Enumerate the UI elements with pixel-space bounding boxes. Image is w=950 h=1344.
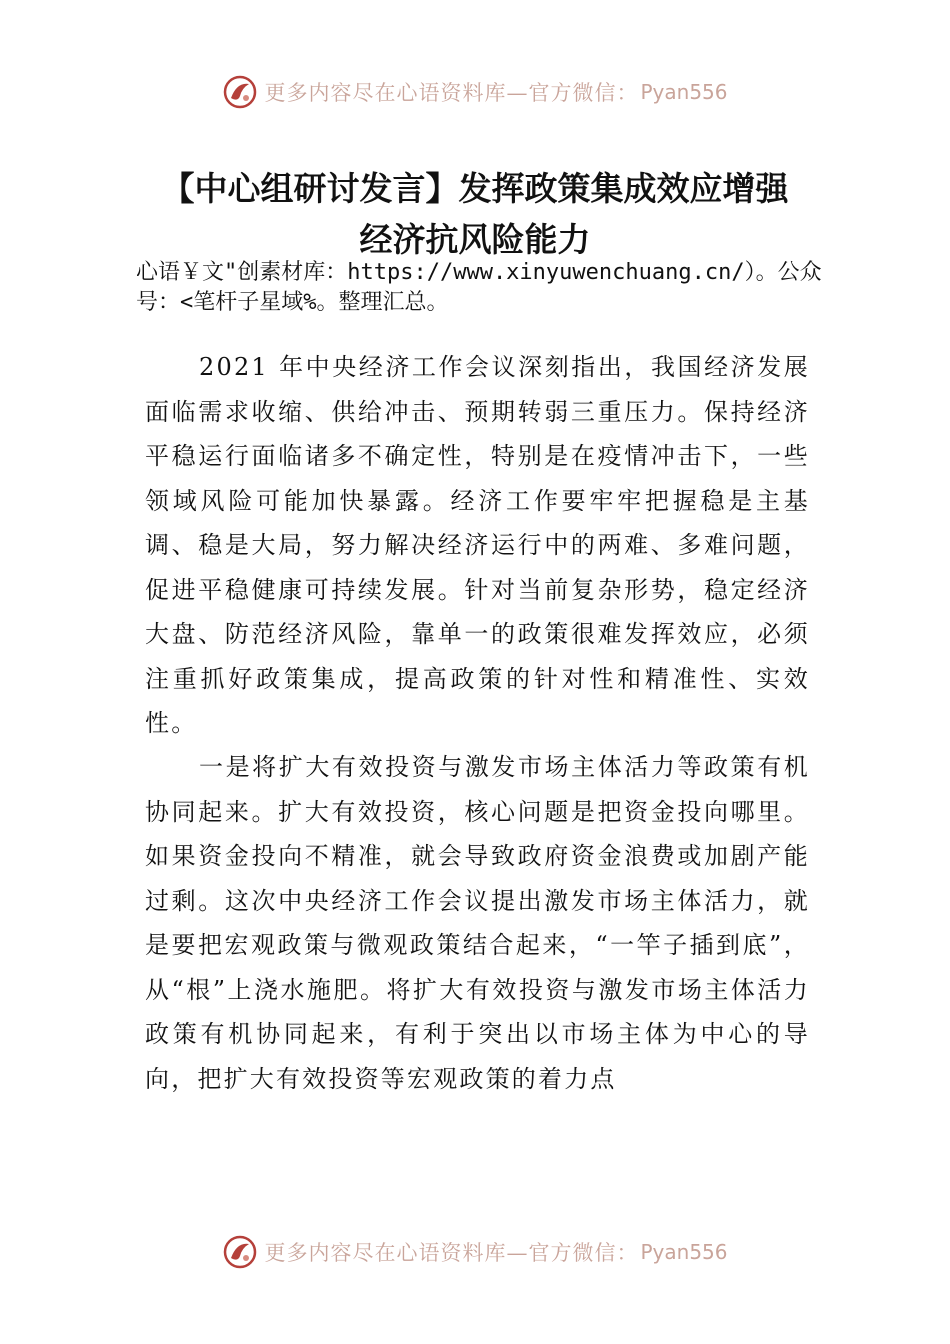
banner-text: 更多内容尽在心语资料库—官方微信： [264,1241,639,1265]
footer-watermark-banner [0,1230,950,1274]
seal-logo-icon [222,74,258,110]
document-title [115,163,835,265]
header-watermark-banner [0,70,950,114]
seal-logo-icon [222,1234,258,1270]
banner-text: 更多内容尽在心语资料库—官方微信： [264,81,639,105]
title-line-1: 【中心组研讨发言】发挥政策集成效应增强 [161,169,789,208]
banner-wechat-id: Pyan556 [640,80,728,104]
body-paragraph-2: 一是将扩大有效投资与激发市场主体活力等政策有机协同起来。扩大有效投资，核心问题是把资金投向哪里。如果资金投向不精准，就会导致政府资金浪费或加剧产能过剩。这次中央经济工作会议提出激发市场主体活力，就是要把宏观政策与微观政策结合起来，“一竿子插到底”，从“根”上浇水施肥。将扩大有效投资与激发市场主体活力政策有机协同起来，有利于突出以市场主体为中心的导向，把扩大有效投资等宏观政策的着力点 [145,753,810,1093]
source-note: 心语￥文"创素材库：https://www.xinyuwenchuang.cn/）。公众号：<笔杆子星域%。整理汇总。 [136,260,822,315]
title-line-2: 经济抗风险能力 [359,220,591,259]
banner-wechat-id: Pyan556 [640,1240,728,1264]
body-paragraph-1: 2021 年中央经济工作会议深刻指出，我国经济发展面临需求收缩、供给冲击、预期转弱三重压力。保持经济平稳运行面临诸多不确定性，特别是在疫情冲击下，一些领域风险可能加快暴露。经济工作要牢牢把握稳是主基调、稳是大局，努力解决经济运行中的两难、多难问题，促进平稳健康可持续发展。针对当前复杂形势，稳定经济大盘、防范经济风险，靠单一的政策很难发挥效应，必须注重抓好政策集成，提高政策的针对性和精准性、实效性。 [145,353,810,737]
